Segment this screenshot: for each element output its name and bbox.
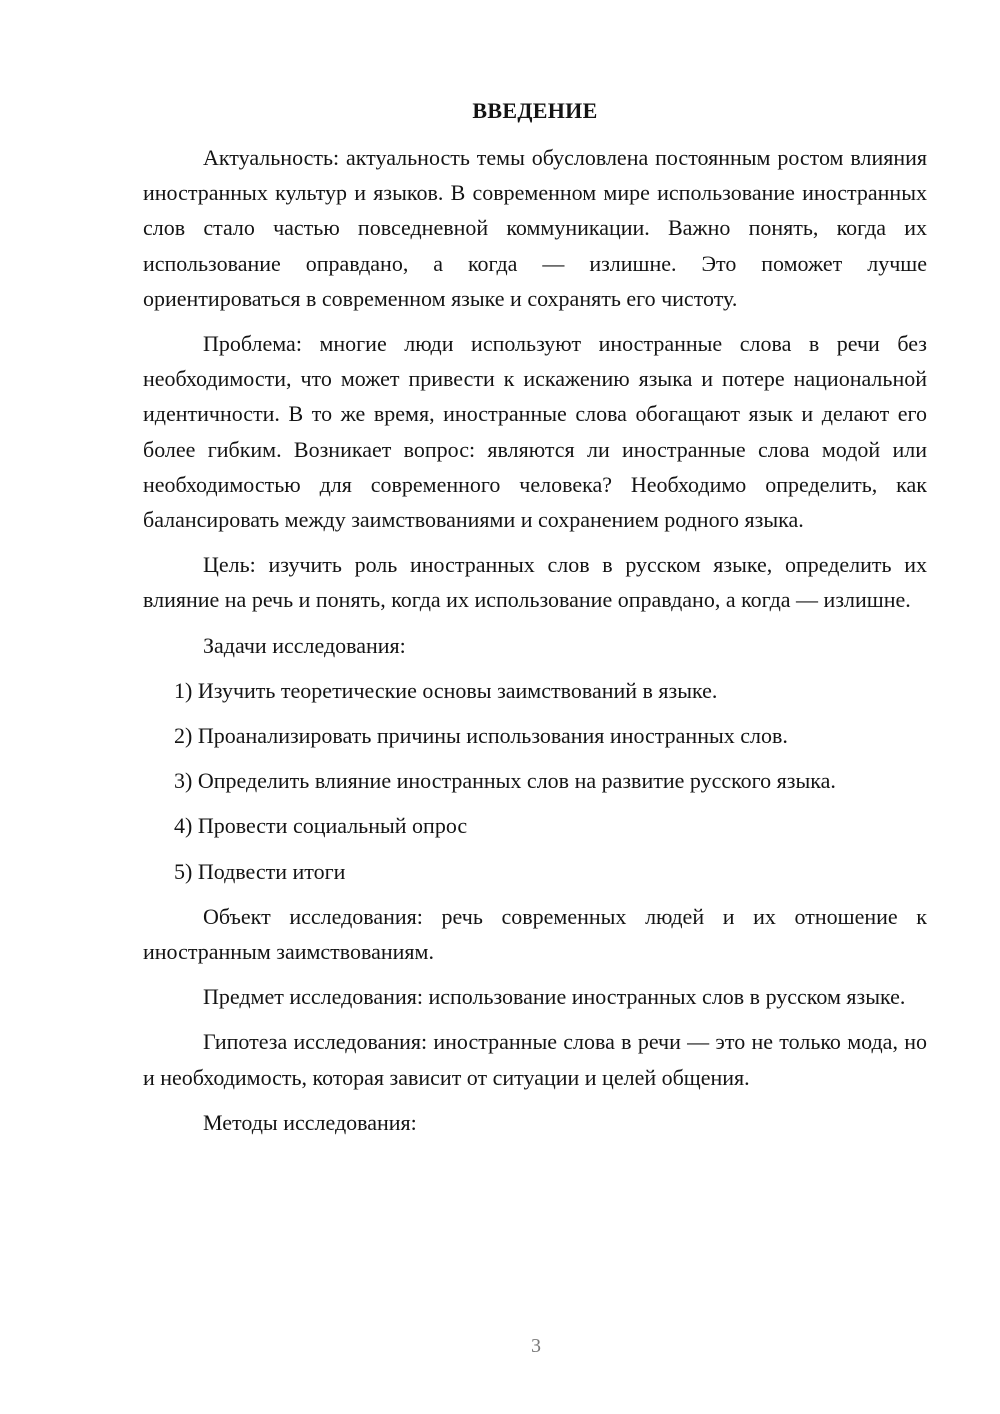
subject-paragraph: Предмет исследования: использование иностранных слов в русском языке. [203,984,906,1010]
goal-paragraph: Цель: изучить роль иностранных слов в русском языке, определить их влияние на речь и понять, когда их использование оправдано, а когда — излишне. [143,552,927,613]
methods-heading: Методы исследования: [203,1109,417,1135]
list-item: 1) Изучить теоретические основы заимствований в языке. [174,677,718,703]
list-item: 4) Провести социальный опрос [174,813,468,839]
relevance-paragraph: Актуальность: актуальность темы обусловлена постоянным ростом влияния иностранных культур и языков. В современном мире использование иностранных слов стало частью повседневной коммуникации. Важно понять, когда их использование оправдано, а когда — излишне. Это поможет лучше ориентироваться в современном языке и сохранять его чистоту. [143,145,927,311]
hypothesis-paragraph: Гипотеза исследования: иностранные слова в речи — это не только мода, но и необходимость, которая зависит от ситуации и целей общения. [143,1029,927,1090]
problem-paragraph: Проблема: многие люди используют иностранные слова в речи без необходимости, что может привести к искажению языка и потере национальной идентичности. В то же время, иностранные слова обогащают язык и делают его более гибким. Возникает вопрос: являются ли иностранные слова модой или необходимостью для современного человека? Необходимо определить, как балансировать между заимствованиями и сохранением родного языка. [143,331,927,533]
list-item: 3) Определить влияние иностранных слов на развитие русского языка. [174,768,836,794]
object-paragraph: Объект исследования: речь современных людей и их отношение к иностранным заимствованиям. [143,903,927,965]
tasks-list [143,673,927,889]
list-item: 2) Проанализировать причины использования иностранных слов. [174,723,788,749]
list-item: 5) Подвести итоги [174,858,346,884]
page-number: 3 [531,1335,541,1357]
document-page [143,96,927,1150]
section-title: ВВЕДЕНИЕ [472,98,598,123]
tasks-heading: Задачи исследования: [203,632,406,658]
